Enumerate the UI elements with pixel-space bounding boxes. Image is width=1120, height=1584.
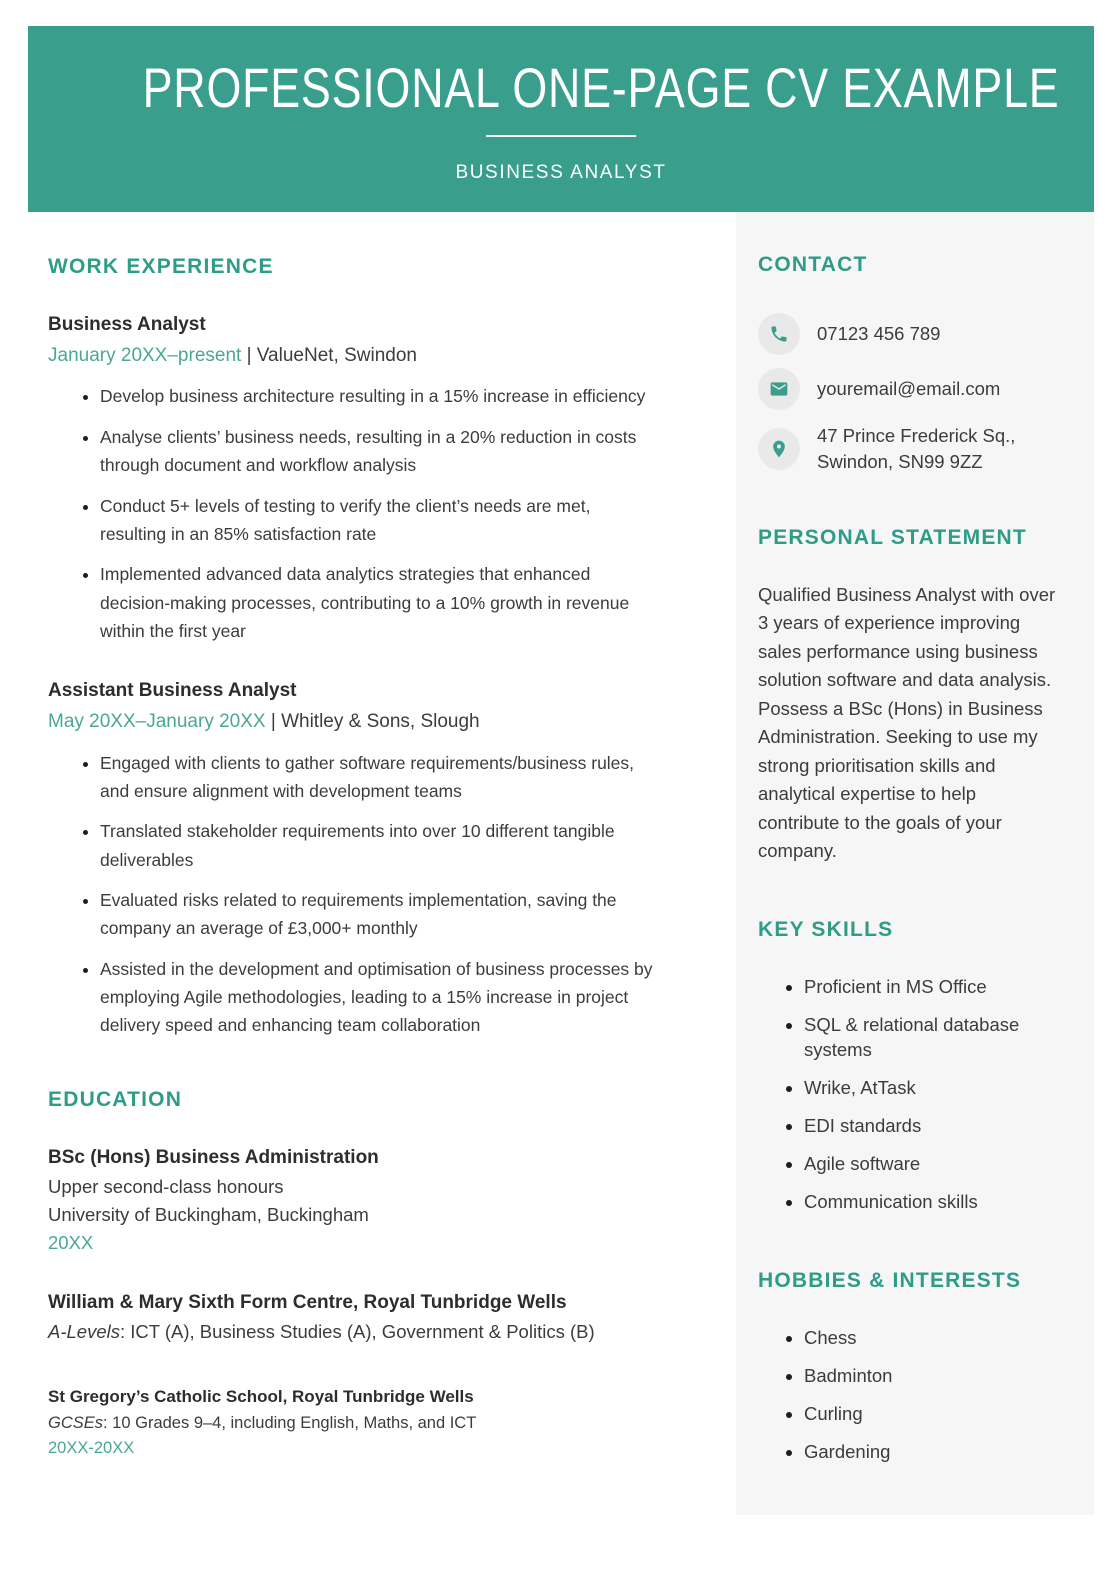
job-bullet: • Translated stakeholder requirements into over 10 different tangible deliverables xyxy=(100,817,660,874)
hobby-item: • Badminton xyxy=(804,1364,1060,1389)
job-separator: | xyxy=(246,344,252,366)
contact-address-value xyxy=(817,423,1015,476)
personal-statement-text: Qualified Business Analyst with over 3 years of experience improving sales performance using business solution software and data analysis. Possess a BSc (Hons) in Business Administration. Seeking to use my strong prioritisation skills and analytical expertise to help contribute to the goals of your company. xyxy=(758,583,1056,862)
qualification-detail: : ICT (A), Business Studies (A), Government & Politics (B) xyxy=(119,1321,595,1343)
job-title: Business Analyst xyxy=(48,314,206,336)
main-column xyxy=(48,212,698,1461)
job-bullet: • Evaluated risks related to requirements implementation, saving the company an average of £3,000+ monthly xyxy=(100,886,660,943)
education-detail: University of Buckingham, Buckingham xyxy=(48,1204,369,1226)
job-entry-business-analyst xyxy=(48,313,698,645)
contact-address-line1: 47 Prince Frederick Sq., xyxy=(817,425,1016,447)
education-entry-school xyxy=(48,1386,698,1461)
contact-email-value: youremail@email.com xyxy=(817,378,1001,399)
job-meta xyxy=(48,343,698,369)
qualification-label: GCSEs xyxy=(48,1414,104,1433)
job-bullet: • Conduct 5+ levels of testing to verify the client’s needs are met, resulting in an 85% satisfaction rate xyxy=(100,492,660,549)
hobby-item: • Gardening xyxy=(804,1440,1060,1465)
education-title: BSc (Hons) Business Administration xyxy=(48,1146,379,1168)
job-bullet: • Engaged with clients to gather software requirements/business rules, and ensure alignment with development teams xyxy=(100,749,660,806)
page-title-text: PROFESSIONAL ONE-PAGE CV EXAMPLE xyxy=(142,56,1060,119)
section-heading-personal-statement: PERSONAL STATEMENT xyxy=(758,525,1027,549)
job-dates: January 20XX–present xyxy=(48,344,242,366)
location-icon xyxy=(758,428,800,470)
skill-item: • SQL & relational database systems xyxy=(804,1013,1060,1063)
job-company: ValueNet, Swindon xyxy=(256,344,417,366)
skill-item: • Wrike, AtTask xyxy=(804,1076,1060,1101)
hobbies-list xyxy=(758,1326,1060,1465)
contact-address-line2: Swindon, SN99 9ZZ xyxy=(817,451,983,473)
contact-row-email xyxy=(758,368,1060,410)
skill-item: • Agile software xyxy=(804,1152,1060,1177)
section-heading-contact: CONTACT xyxy=(758,253,868,276)
skill-item: • Communication skills xyxy=(804,1190,1060,1215)
education-title: William & Mary Sixth Form Centre, Royal Tunbridge Wells xyxy=(48,1291,567,1313)
job-bullet: • Assisted in the development and optimisation of business processes by employing Agile methodologies, leading to a 15% increase in project delivery speed and enhancing team collaboration xyxy=(100,955,660,1040)
section-heading-key-skills: KEY SKILLS xyxy=(758,917,894,941)
hobby-item: • Curling xyxy=(804,1402,1060,1427)
phone-icon xyxy=(758,313,800,355)
page-subtitle: BUSINESS ANALYST xyxy=(455,162,667,183)
section-heading-education: EDUCATION xyxy=(48,1087,183,1111)
education-dates: 20XX-20XX xyxy=(48,1439,135,1457)
section-heading-work-experience: WORK EXPERIENCE xyxy=(48,255,274,278)
job-title: Assistant Business Analyst xyxy=(48,680,297,702)
page-title xyxy=(28,56,1094,119)
job-bullet-list xyxy=(48,382,660,645)
key-skills-list xyxy=(758,975,1060,1215)
qualification-label: A-Levels xyxy=(48,1321,120,1343)
education-entry-sixth-form xyxy=(48,1291,698,1346)
education-detail xyxy=(48,1411,698,1436)
contact-row-address xyxy=(758,423,1060,476)
education-detail xyxy=(48,1318,698,1346)
job-entry-assistant-business-analyst xyxy=(48,679,698,1039)
skill-item: • EDI standards xyxy=(804,1114,1060,1139)
job-separator: | xyxy=(270,710,276,732)
hobby-item: • Chess xyxy=(804,1326,1060,1351)
education-title: St Gregory’s Catholic School, Royal Tunbridge Wells xyxy=(48,1387,474,1407)
job-bullet: • Implemented advanced data analytics strategies that enhanced decision-making processes, contributing to a 10% growth in revenue within the first year xyxy=(100,560,660,645)
qualification-detail: : 10 Grades 9–4, including English, Maths, and ICT xyxy=(103,1414,477,1433)
job-bullet-list xyxy=(48,749,660,1040)
education-detail: Upper second-class honours xyxy=(48,1176,284,1198)
header-band xyxy=(28,26,1094,212)
contact-row-phone xyxy=(758,313,1060,355)
job-bullet: • Develop business architecture resulting in a 15% increase in efficiency xyxy=(100,382,660,410)
job-bullet: • Analyse clients’ business needs, resulting in a 20% reduction in costs through document and workflow analysis xyxy=(100,423,660,480)
sidebar xyxy=(736,212,1094,1515)
skill-item: • Proficient in MS Office xyxy=(804,975,1060,1000)
section-heading-hobbies: HOBBIES & INTERESTS xyxy=(758,1268,1022,1292)
email-icon xyxy=(758,368,800,410)
job-company: Whitley & Sons, Slough xyxy=(281,710,480,732)
job-meta xyxy=(48,709,698,735)
contact-list xyxy=(758,313,1060,476)
education-entry-bsc xyxy=(48,1146,698,1257)
job-dates: May 20XX–January 20XX xyxy=(48,710,266,732)
title-divider xyxy=(486,135,636,137)
contact-phone-value: 07123 456 789 xyxy=(817,323,941,344)
education-dates: 20XX xyxy=(48,1231,94,1253)
